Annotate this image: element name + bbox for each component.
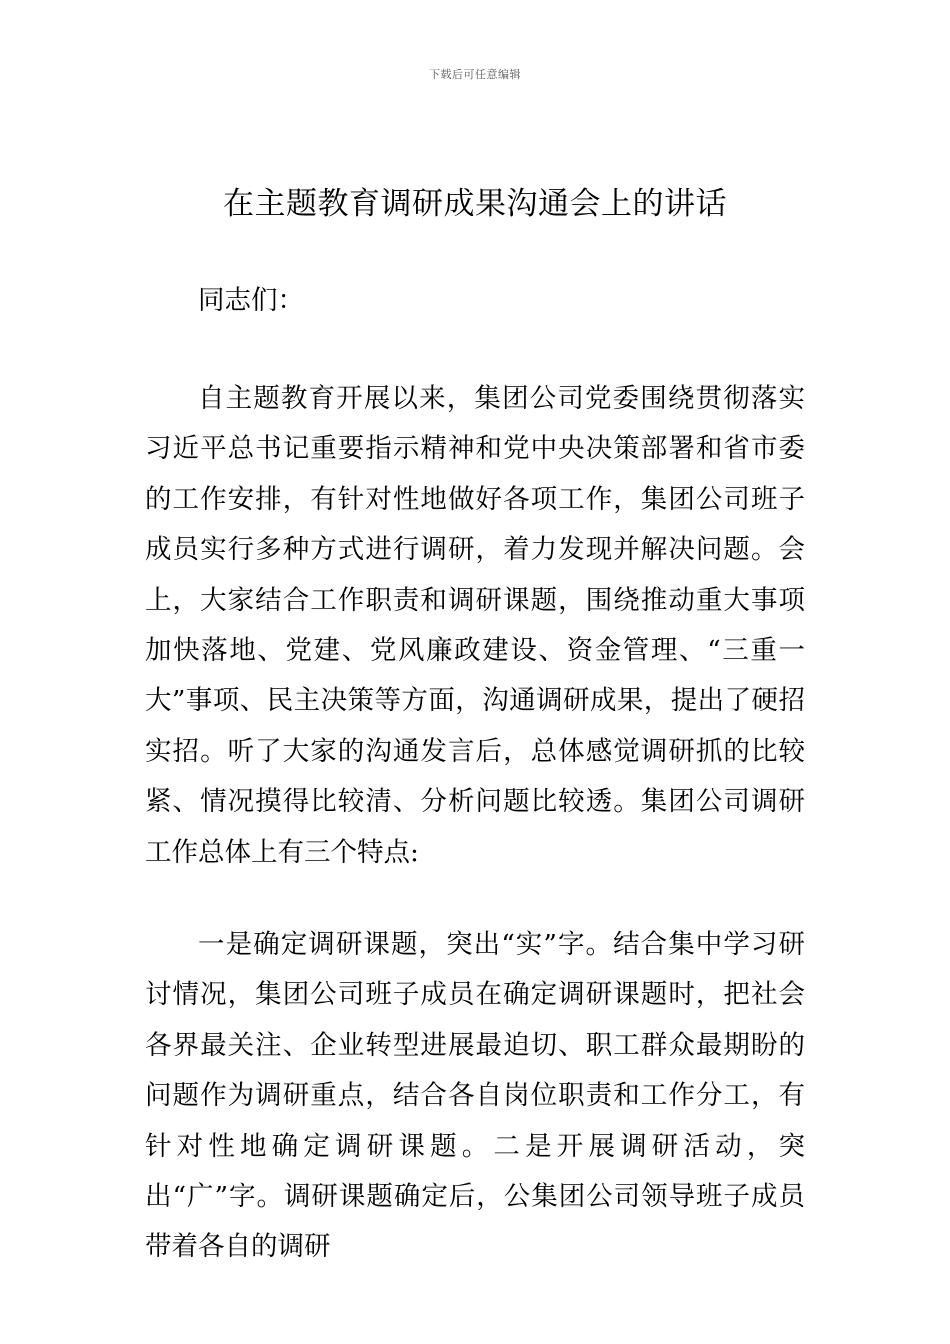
document-title: 在主题教育调研成果沟通会上的讲话 [223, 186, 727, 222]
body-paragraph-2: 一是确定调研课题，突出“实”字。结合集中学习研讨情况，集团公司班子成员在确定调研课题时，把社会各界最关注、企业转型进展最迫切、职工群众最期盼的问题作为调研重点，结合各自岗位职责和工作分工，有针对性地确定调研课题。二是开展调研活动，突出“广”字。调研课题确定后，公集团公司领导班子成员带着各自的调研 [145, 929, 805, 1263]
body-paragraph-1: 自主题教育开展以来，集团公司党委围绕贯彻落实习近平总书记重要指示精神和党中央决策部署和省市委的工作安排，有针对性地做好各项工作，集团公司班子成员实行多种方式进行调研，着力发现并解决问题。会上，大家结合工作职责和调研课题，围绕推动重大事项加快落地、党建、党风廉政建设、资金管理、“三重一大”事项、民主决策等方面，沟通调研成果，提出了硬招实招。听了大家的沟通发言后，总体感觉调研抓的比较紧、情况摸得比较清、分析问题比较透。集团公司调研工作总体上有三个特点: [145, 383, 805, 868]
salutation: 同志们： [198, 285, 304, 316]
header-note: 下载后可任意编辑 [429, 68, 521, 81]
